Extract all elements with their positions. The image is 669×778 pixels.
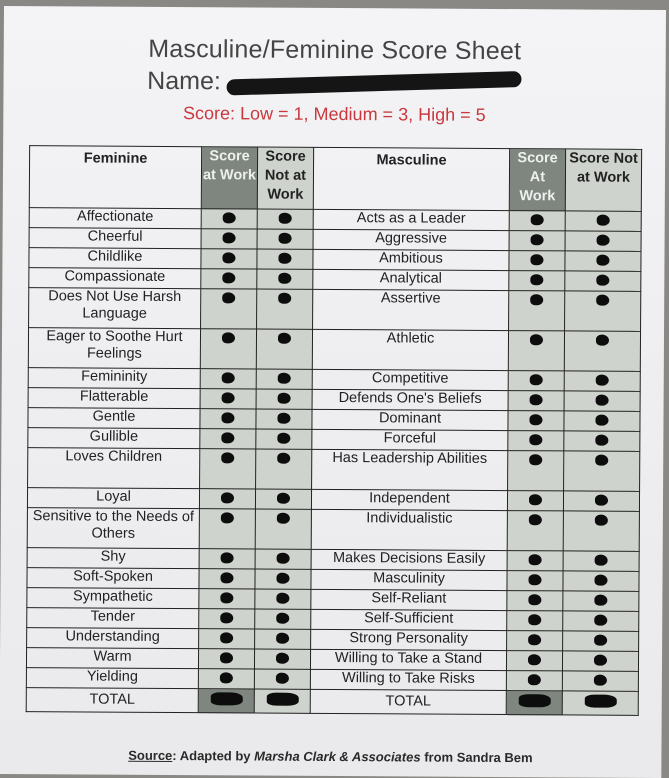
masc-score-not-at-work-cell — [564, 391, 640, 411]
redacted-score-mark — [528, 574, 541, 585]
table-row — [27, 508, 639, 552]
masc-score-not-at-work-cell — [563, 611, 639, 631]
redacted-score-mark — [595, 455, 608, 466]
masculine-trait: Self-Sufficient — [311, 609, 507, 630]
redacted-score-mark — [276, 613, 289, 624]
masc-score-at-work-cell — [506, 651, 562, 671]
fem-score-at-work-cell — [199, 509, 255, 549]
fem-score-at-work-cell — [200, 329, 256, 369]
feminine-trait: Gullible — [28, 428, 200, 449]
feminine-trait: Gentle — [28, 408, 200, 429]
redacted-score-mark — [221, 412, 234, 423]
masc-score-not-at-work-cell — [563, 551, 639, 571]
masc-score-not-at-work-cell — [565, 291, 641, 331]
redacted-score-mark — [279, 213, 292, 224]
masc-score-at-work-header: Score At Work — [509, 149, 565, 211]
masculine-trait: Makes Decisions Easily — [311, 549, 507, 570]
fem-score-not-at-work-cell — [255, 589, 311, 609]
fem-score-not-at-work-cell — [256, 369, 312, 389]
masc-score-not-at-work-cell — [565, 211, 641, 231]
fem-score-at-work-cell — [201, 249, 257, 269]
redacted-score-mark — [277, 433, 290, 444]
masc-score-not-at-work-cell — [564, 411, 640, 431]
feminine-trait: Eager to Soothe Hurt Feelings — [28, 328, 200, 369]
feminine-trait: Affectionate — [29, 208, 201, 229]
fem-score-not-at-work-cell — [257, 249, 313, 269]
masculine-trait: Self-Reliant — [311, 589, 507, 610]
masculine-total-label: TOTAL — [310, 689, 506, 714]
redacted-score-mark — [596, 275, 609, 286]
redacted-score-mark — [276, 653, 289, 664]
redacted-score-mark — [220, 592, 233, 603]
fem-score-not-at-work-cell — [256, 409, 312, 429]
feminine-trait: Loves Children — [28, 448, 200, 489]
masc-score-at-work-cell — [507, 491, 563, 511]
masculine-trait: Strong Personality — [311, 629, 507, 650]
fem-score-not-at-work-header: Score Not at Work — [257, 147, 313, 209]
fem-score-not-at-work-cell — [254, 669, 310, 689]
fem-score-at-work-cell — [199, 569, 255, 589]
masculine-trait: Willing to Take a Stand — [310, 649, 506, 670]
masc-score-at-work-cell — [509, 251, 565, 271]
redacted-score-mark — [220, 672, 233, 683]
redacted-score-mark — [220, 632, 233, 643]
masculine-trait: Defends One's Beliefs — [312, 389, 508, 410]
fem-score-not-at-work-cell — [257, 289, 313, 329]
feminine-total-label: TOTAL — [26, 688, 198, 713]
table-header-row — [29, 146, 641, 212]
masc-score-not-at-work-cell — [565, 271, 641, 291]
masculine-trait: Dominant — [312, 409, 508, 430]
masc-score-at-work-cell — [507, 611, 563, 631]
redacted-score-mark — [279, 233, 292, 244]
masc-total-at-work — [506, 691, 562, 715]
redacted-score-mark — [221, 512, 234, 523]
fem-score-at-work-cell — [200, 369, 256, 389]
sheet-title: Masculine/Feminine Score Sheet — [148, 34, 522, 66]
masc-score-at-work-cell — [509, 231, 565, 251]
feminine-trait: Compassionate — [29, 268, 201, 289]
redacted-score-mark — [596, 395, 609, 406]
masc-score-at-work-cell — [509, 271, 565, 291]
fem-score-at-work-cell — [201, 289, 257, 329]
masculine-trait: Acts as a Leader — [313, 209, 509, 230]
redacted-total-mark — [584, 695, 616, 708]
masc-score-not-at-work-cell — [563, 631, 639, 651]
fem-score-not-at-work-cell — [255, 489, 311, 509]
masculine-trait: Forceful — [312, 429, 508, 450]
score-table — [26, 145, 642, 716]
score-sheet-page — [0, 6, 666, 778]
fem-total-not-at-work — [254, 689, 310, 713]
redacted-score-mark — [278, 293, 291, 304]
fem-score-at-work-cell — [199, 489, 255, 509]
fem-score-at-work-cell — [199, 549, 255, 569]
fem-score-at-work-header: Score at Work — [201, 147, 257, 209]
masculine-trait: Athletic — [312, 329, 508, 370]
feminine-trait: Femininity — [28, 368, 200, 389]
redacted-score-mark — [277, 413, 290, 424]
redacted-score-mark — [221, 552, 234, 563]
masc-score-at-work-cell — [509, 291, 565, 331]
redacted-score-mark — [530, 254, 543, 265]
fem-score-at-work-cell — [198, 669, 254, 689]
source-text-before: : Adapted by — [172, 748, 255, 764]
feminine-trait: Sympathetic — [27, 588, 199, 609]
feminine-trait: Tender — [27, 608, 199, 629]
redacted-score-mark — [596, 295, 609, 306]
fem-score-at-work-cell — [201, 269, 257, 289]
masc-score-not-at-work-cell — [562, 651, 638, 671]
redacted-score-mark — [222, 292, 235, 303]
masc-score-at-work-cell — [509, 211, 565, 231]
table-row — [28, 448, 640, 492]
masc-score-not-at-work-cell — [564, 431, 640, 451]
feminine-header: Feminine — [29, 146, 201, 209]
redacted-score-mark — [597, 215, 610, 226]
masculine-trait: Competitive — [312, 369, 508, 390]
redacted-score-mark — [277, 553, 290, 564]
total-row — [26, 688, 638, 716]
masculine-trait: Willing to Take Risks — [310, 669, 506, 690]
masc-score-not-at-work-cell — [564, 331, 640, 371]
redacted-total-mark — [266, 693, 298, 706]
redacted-score-mark — [222, 252, 235, 263]
redacted-score-mark — [528, 614, 541, 625]
redacted-score-mark — [530, 274, 543, 285]
fem-score-at-work-cell — [201, 229, 257, 249]
masc-score-at-work-cell — [508, 331, 564, 371]
redacted-score-mark — [530, 394, 543, 405]
redacted-score-mark — [276, 573, 289, 584]
source-note — [0, 747, 661, 766]
redacted-score-mark — [594, 675, 607, 686]
masc-score-not-at-work-cell — [565, 251, 641, 271]
table-row — [29, 288, 641, 332]
redacted-score-mark — [221, 452, 234, 463]
redacted-score-mark — [529, 434, 542, 445]
redacted-score-mark — [595, 435, 608, 446]
redacted-score-mark — [528, 654, 541, 665]
masc-score-at-work-cell — [507, 591, 563, 611]
redacted-score-mark — [277, 493, 290, 504]
fem-score-not-at-work-cell — [257, 229, 313, 249]
redacted-score-mark — [528, 674, 541, 685]
table-row — [28, 328, 640, 372]
fem-score-not-at-work-cell — [255, 629, 311, 649]
masculine-trait: Ambitious — [313, 249, 509, 270]
feminine-trait: Flatterable — [28, 388, 200, 409]
redacted-score-mark — [528, 634, 541, 645]
fem-score-at-work-cell — [198, 649, 254, 669]
redacted-score-mark — [222, 372, 235, 383]
redacted-score-mark — [530, 334, 543, 345]
redacted-score-mark — [276, 673, 289, 684]
redacted-score-mark — [594, 575, 607, 586]
redacted-score-mark — [528, 594, 541, 605]
fem-score-at-work-cell — [199, 609, 255, 629]
redacted-score-mark — [594, 635, 607, 646]
redacted-score-mark — [529, 554, 542, 565]
fem-score-not-at-work-cell — [256, 389, 312, 409]
redacted-score-mark — [596, 375, 609, 386]
redacted-score-mark — [594, 655, 607, 666]
masc-score-not-at-work-cell — [564, 371, 640, 391]
redacted-score-mark — [278, 253, 291, 264]
redacted-score-mark — [278, 273, 291, 284]
fem-score-at-work-cell — [200, 409, 256, 429]
name-label: Name: — [147, 66, 221, 96]
redacted-score-mark — [597, 235, 610, 246]
score-legend: Score: Low = 1, Medium = 3, High = 5 — [182, 103, 486, 125]
redacted-score-mark — [222, 392, 235, 403]
fem-score-not-at-work-cell — [255, 609, 311, 629]
source-label: Source — [128, 747, 173, 764]
fem-score-at-work-cell — [200, 429, 256, 449]
masc-score-at-work-cell — [507, 571, 563, 591]
masc-score-not-at-work-cell — [565, 231, 641, 251]
masc-score-not-at-work-cell — [562, 671, 638, 691]
masculine-trait: Analytical — [313, 269, 509, 290]
redacted-score-mark — [277, 513, 290, 524]
fem-score-not-at-work-cell — [257, 209, 313, 229]
redacted-score-mark — [595, 515, 608, 526]
redacted-score-mark — [223, 232, 236, 243]
redacted-score-mark — [595, 415, 608, 426]
masc-score-not-at-work-cell — [564, 451, 640, 491]
source-text-after: from Sandra Bem — [420, 749, 533, 766]
masc-score-at-work-cell — [508, 391, 564, 411]
feminine-trait: Understanding — [27, 628, 199, 649]
masc-score-at-work-cell — [508, 411, 564, 431]
fem-score-not-at-work-cell — [257, 269, 313, 289]
fem-total-at-work — [198, 689, 254, 713]
redacted-score-mark — [220, 572, 233, 583]
masc-score-at-work-cell — [508, 371, 564, 391]
fem-score-at-work-cell — [201, 209, 257, 229]
fem-score-at-work-cell — [200, 449, 256, 489]
redacted-score-mark — [595, 555, 608, 566]
masc-total-not-at-work — [562, 691, 638, 715]
feminine-trait: Childlike — [29, 248, 201, 269]
redacted-score-mark — [222, 332, 235, 343]
redacted-score-mark — [530, 374, 543, 385]
masc-score-at-work-cell — [507, 551, 563, 571]
redacted-score-mark — [596, 255, 609, 266]
redacted-score-mark — [276, 593, 289, 604]
masculine-trait: Assertive — [313, 289, 509, 330]
redacted-score-mark — [222, 272, 235, 283]
fem-score-not-at-work-cell — [256, 449, 312, 489]
feminine-trait: Sensitive to the Needs of Others — [27, 508, 199, 549]
masculine-trait: Has Leadership Abilities — [312, 449, 508, 490]
redacted-score-mark — [531, 214, 544, 225]
redacted-score-mark — [529, 514, 542, 525]
fem-score-at-work-cell — [199, 629, 255, 649]
redacted-score-mark — [529, 454, 542, 465]
redacted-score-mark — [277, 453, 290, 464]
feminine-trait: Loyal — [27, 488, 199, 509]
masculine-trait: Independent — [311, 489, 507, 510]
redacted-score-mark — [595, 495, 608, 506]
redacted-score-mark — [278, 333, 291, 344]
feminine-trait: Yielding — [26, 668, 198, 689]
redacted-score-mark — [221, 432, 234, 443]
redacted-score-mark — [278, 373, 291, 384]
fem-score-at-work-cell — [199, 589, 255, 609]
masc-score-not-at-work-cell — [563, 491, 639, 511]
masculine-trait: Masculinity — [311, 569, 507, 590]
masculine-trait: Individualistic — [311, 509, 507, 550]
masc-score-at-work-cell — [506, 671, 562, 691]
redacted-score-mark — [529, 414, 542, 425]
redacted-total-mark — [518, 694, 550, 707]
redacted-score-mark — [530, 294, 543, 305]
source-author: Marsha Clark & Associates — [254, 748, 421, 765]
redacted-score-mark — [220, 652, 233, 663]
masc-score-at-work-cell — [507, 511, 563, 551]
fem-score-not-at-work-cell — [256, 429, 312, 449]
redacted-score-mark — [276, 633, 289, 644]
redacted-score-mark — [221, 492, 234, 503]
fem-score-not-at-work-cell — [255, 569, 311, 589]
redacted-score-mark — [594, 595, 607, 606]
fem-score-not-at-work-cell — [255, 549, 311, 569]
feminine-trait: Cheerful — [29, 228, 201, 249]
fem-score-not-at-work-cell — [256, 329, 312, 369]
redacted-total-mark — [210, 692, 242, 705]
masculine-trait: Aggressive — [313, 229, 509, 250]
fem-score-at-work-cell — [200, 389, 256, 409]
masc-score-not-at-work-header: Score Not at Work — [565, 149, 641, 211]
masc-score-at-work-cell — [508, 431, 564, 451]
masc-score-not-at-work-cell — [563, 571, 639, 591]
masculine-header: Masculine — [313, 147, 509, 210]
redacted-score-mark — [594, 615, 607, 626]
fem-score-not-at-work-cell — [254, 649, 310, 669]
name-line — [3, 66, 665, 99]
redacted-score-mark — [531, 234, 544, 245]
masc-score-at-work-cell — [507, 631, 563, 651]
feminine-trait: Does Not Use Harsh Language — [29, 288, 201, 329]
masc-score-not-at-work-cell — [563, 591, 639, 611]
fem-score-not-at-work-cell — [255, 509, 311, 549]
masc-score-at-work-cell — [508, 451, 564, 491]
feminine-trait: Shy — [27, 548, 199, 569]
redacted-score-mark — [529, 494, 542, 505]
redacted-name — [227, 71, 522, 95]
masc-score-not-at-work-cell — [563, 511, 639, 551]
redacted-score-mark — [596, 335, 609, 346]
redacted-score-mark — [223, 212, 236, 223]
feminine-trait: Warm — [26, 648, 198, 669]
redacted-score-mark — [278, 393, 291, 404]
redacted-score-mark — [220, 612, 233, 623]
feminine-trait: Soft-Spoken — [27, 568, 199, 589]
